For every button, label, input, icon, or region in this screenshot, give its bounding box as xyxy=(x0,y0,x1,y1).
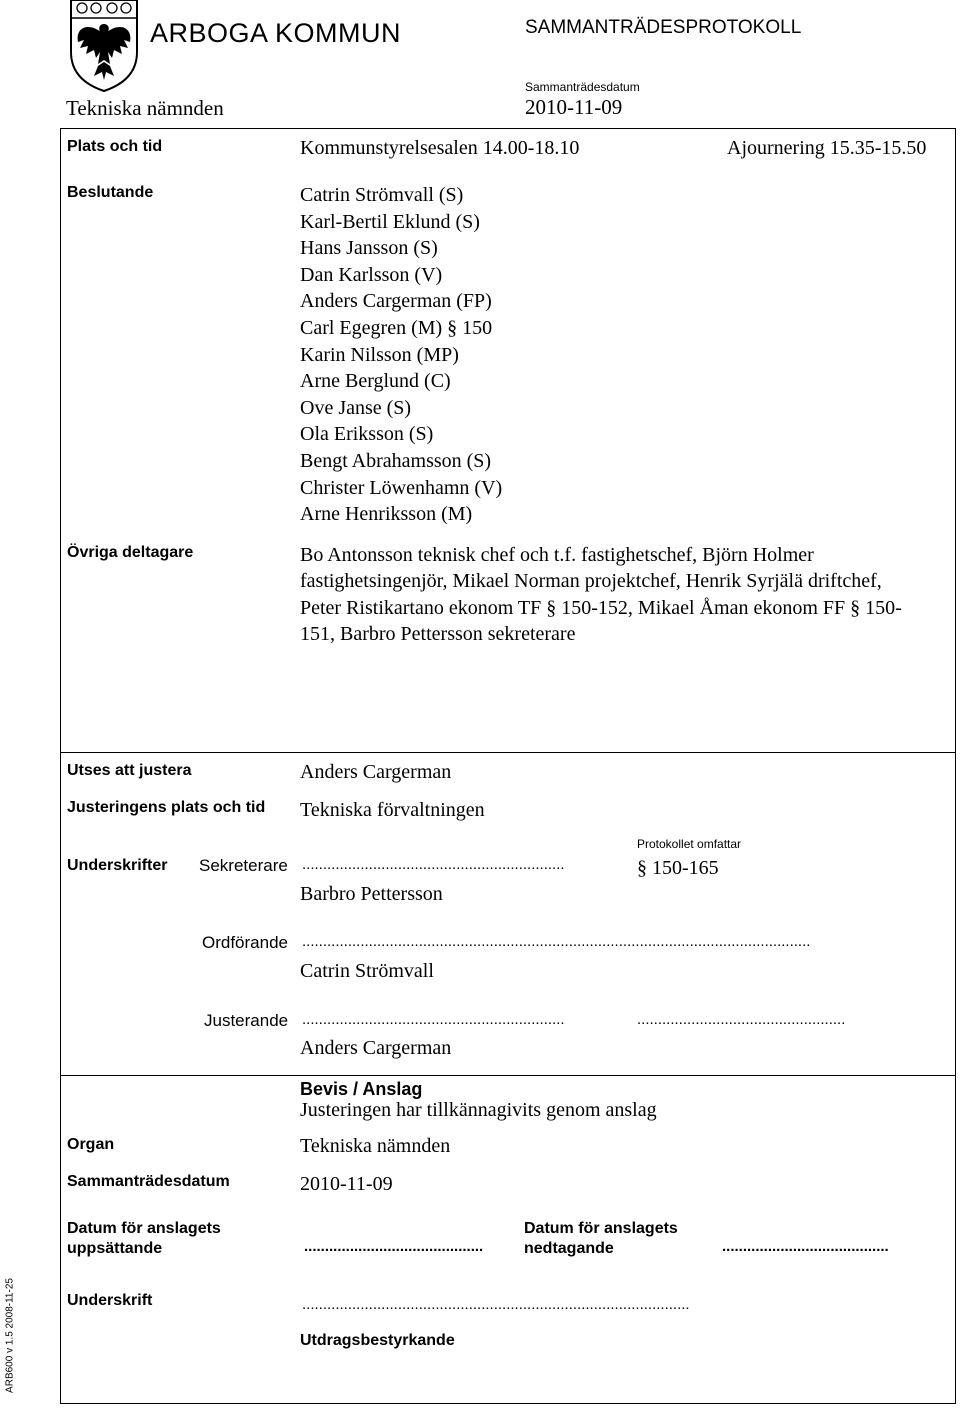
member-name: Arne Berglund (C) xyxy=(300,370,451,393)
justerande-label: Justerande xyxy=(204,1011,289,1030)
beslutande-label: Beslutande xyxy=(67,184,154,201)
member-name: Karl-Bertil Eklund (S) xyxy=(300,210,480,233)
member-name: Carl Egegren (M) § 150 xyxy=(300,316,493,339)
member-name: Christer Löwenhamn (V) xyxy=(300,476,503,499)
top-rule xyxy=(60,128,956,129)
plats-och-tid-label: Plats och tid xyxy=(67,138,163,155)
section-divider-justering xyxy=(60,752,956,753)
justerande-signature-line: ............................................................... xyxy=(302,1011,565,1028)
protocol-frame xyxy=(60,128,956,1404)
member-name: Catrin Strömvall (S) xyxy=(300,184,464,206)
bevis-anslag-title: Bevis / Anslag xyxy=(300,1079,423,1099)
document-type: SAMMANTRÄDESPROTOKOLL xyxy=(525,17,802,38)
section-divider-bevis xyxy=(60,1075,956,1076)
ovriga-deltagare-label: Övriga deltagare xyxy=(67,544,194,561)
underskrifter-label: Underskrifter xyxy=(67,857,168,874)
member-name: Anders Cargerman (FP) xyxy=(300,290,492,313)
utses-att-justera-label: Utses att justera xyxy=(67,762,192,779)
justerande-name: Anders Cargerman xyxy=(300,1037,452,1059)
ovriga-deltagare-text: Bo Antonsson teknisk chef och t.f. fastighetschef, Björn Holmer fastighetsingenjör, Mikael Norman projektchef, Henrik Syrjälä driftchef, Peter Ristikartano ekonom TF § 150-152, Mikael Åman ekonom FF § 150-151, Barbro Pettersson sekreterare xyxy=(300,544,902,646)
member-name: Bengt Abrahamsson (S) xyxy=(300,449,492,472)
justeringens-plats-value: Tekniska förvaltningen xyxy=(300,799,485,821)
coat-of-arms-logo xyxy=(68,0,140,92)
uppsattande-label xyxy=(67,1219,221,1259)
utdragsbestyrkande-label: Utdragsbestyrkande xyxy=(300,1332,455,1349)
bevis-anslag-subtitle: Justeringen har tillkännagivits genom anslag xyxy=(300,1099,657,1121)
meeting-date: 2010-11-09 xyxy=(525,95,623,119)
member-name: Hans Jansson (S) xyxy=(300,237,438,260)
sammantradesdatum-label: Sammanträdesdatum xyxy=(67,1173,230,1190)
organ-label: Organ xyxy=(67,1136,115,1153)
justerande-signature-line-2: .................................................. xyxy=(637,1011,846,1028)
member-name: Ola Eriksson (S) xyxy=(300,423,434,446)
uppsattande-label-line2: uppsättande xyxy=(67,1240,163,1257)
nedtagande-label-line2: nedtagande xyxy=(524,1240,614,1257)
nedtagande-date-line: ........................................ xyxy=(722,1238,889,1255)
nedtagande-label xyxy=(524,1219,678,1259)
meeting-date-label: Sammanträdesdatum xyxy=(525,80,640,94)
ajournering-value: Ajournering 15.35-15.50 xyxy=(727,137,927,159)
nedtagande-label-line1: Datum för anslagets xyxy=(524,1220,678,1237)
sekreterare-name: Barbro Pettersson xyxy=(300,883,443,905)
underskrift-label: Underskrift xyxy=(67,1292,153,1309)
beslutande-list xyxy=(300,182,502,528)
uppsattande-date-line: ........................................... xyxy=(304,1238,484,1255)
ordforande-name: Catrin Strömvall xyxy=(300,960,434,982)
utses-att-justera-value: Anders Cargerman xyxy=(300,761,452,783)
member-name: Dan Karlsson (V) xyxy=(300,263,443,286)
plats-och-tid-value: Kommunstyrelsesalen 14.00-18.10 xyxy=(300,137,580,159)
ordforande-label: Ordförande xyxy=(202,933,288,952)
justeringens-plats-label: Justeringens plats och tid xyxy=(67,799,266,816)
protokollet-omfattar-value: § 150-165 xyxy=(637,857,719,879)
underskrift-signature-line: ............................................................................................. xyxy=(302,1296,690,1313)
form-version-note: ARB600 v 1.5 2008-11-25 xyxy=(4,1278,16,1393)
sammantradesdatum-value: 2010-11-09 xyxy=(300,1173,393,1195)
org-name: ARBOGA KOMMUN xyxy=(150,18,402,48)
board-name: Tekniska nämnden xyxy=(66,96,224,120)
uppsattande-label-line1: Datum för anslagets xyxy=(67,1220,221,1237)
ordforande-signature-line: .......................................................................................................................... xyxy=(302,933,811,950)
member-name: Arne Henriksson (M) xyxy=(300,503,473,526)
sekreterare-signature-line: ............................................................... xyxy=(302,856,565,873)
member-name: Ove Janse (S) xyxy=(300,396,412,419)
organ-value: Tekniska nämnden xyxy=(300,1135,451,1157)
member-name: Karin Nilsson (MP) xyxy=(300,343,459,366)
protokollet-omfattar-label: Protokollet omfattar xyxy=(637,837,742,851)
sekreterare-label: Sekreterare xyxy=(199,856,288,875)
